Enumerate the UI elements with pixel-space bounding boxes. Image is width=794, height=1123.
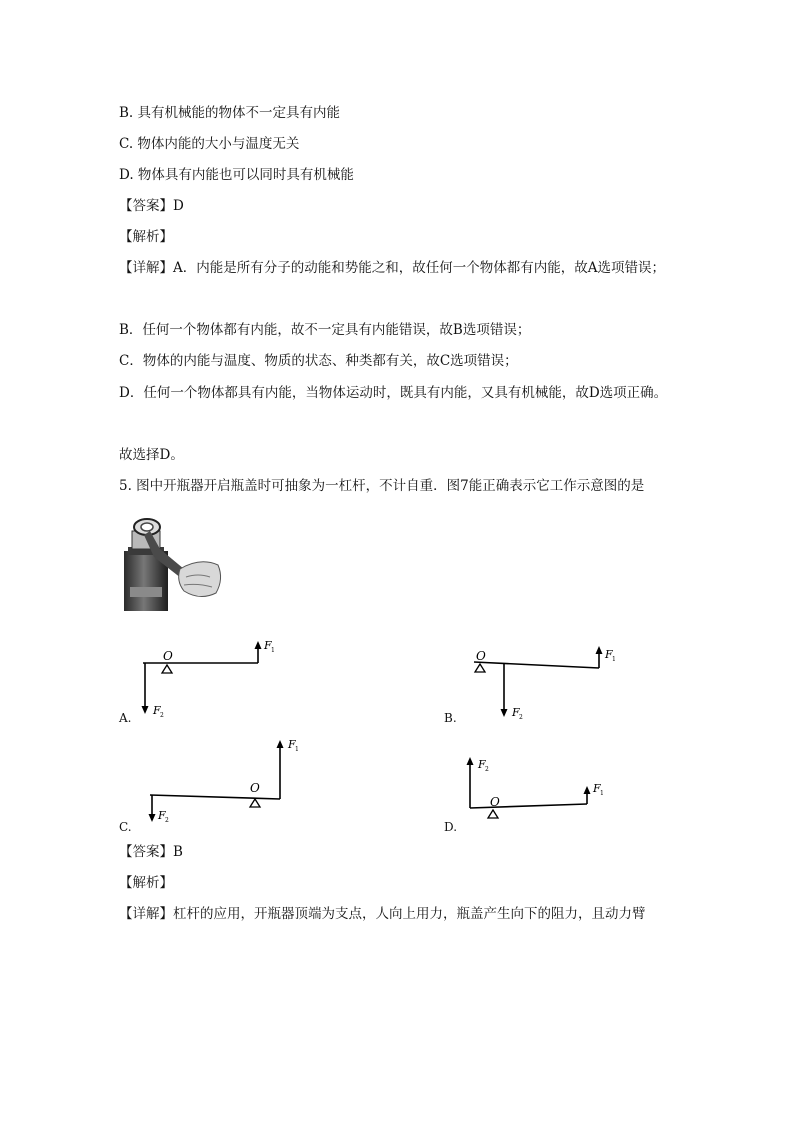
lever-diagram-d xyxy=(460,752,620,828)
option-c-label: C. xyxy=(119,820,132,834)
lever-diagram-c xyxy=(140,733,300,828)
f1-label-a: F xyxy=(264,639,272,652)
f1-sub-c: 1 xyxy=(295,746,299,753)
conclusion-q4: 故选择D。 xyxy=(119,447,184,463)
lever-diagram-a xyxy=(135,635,285,720)
f1-sub-a: 1 xyxy=(271,647,275,654)
detail-q4-c: C．物体的内能与温度、物质的状态、种类都有关，故C选项错误； xyxy=(119,353,518,369)
option-b-text: B. 具有机械能的物体不一定具有内能 xyxy=(119,105,341,121)
pivot-label-b: O xyxy=(476,649,486,663)
option-d-label: D. xyxy=(444,820,458,834)
f1-label-b: F xyxy=(605,648,613,661)
f2-label-b: F xyxy=(512,706,520,719)
detail-q4-b: B．任何一个物体都有内能，故不一定具有内能错误，故B选项错误； xyxy=(119,322,531,338)
answer-label-q4: 【答案】D xyxy=(119,198,184,214)
option-d-text: D. 物体具有内能也可以同时具有机械能 xyxy=(119,167,354,183)
f2-label-d: F xyxy=(478,758,486,771)
option-a-label: A. xyxy=(119,711,132,725)
f2-label-c: F xyxy=(158,809,166,822)
option-b-label: B. xyxy=(444,711,457,725)
detail-q5: 【详解】杠杆的应用，开瓶器顶端为支点，人向上用力，瓶盖产生向下的阻力，且动力臂 xyxy=(119,906,646,922)
f2-sub-c: 2 xyxy=(165,817,169,824)
f2-sub-a: 2 xyxy=(160,712,164,719)
detail-q4-d: D．任何一个物体都具有内能，当物体运动时，既具有内能，又具有机械能，故D选项正确。 xyxy=(119,385,668,401)
question-5-text: 5. 图中开瓶器开启瓶盖时可抽象为一杠杆，不计自重．图7能正确表示它工作示意图的是 xyxy=(119,478,645,494)
pivot-label-a: O xyxy=(163,649,173,663)
analysis-label-q5: 【解析】 xyxy=(119,875,173,891)
option-c-text: C. 物体内能的大小与温度无关 xyxy=(119,136,300,152)
answer-label-q5: 【答案】B xyxy=(119,844,183,860)
pivot-label-d: O xyxy=(490,795,500,809)
f1-label-c: F xyxy=(288,738,296,751)
f1-sub-d: 1 xyxy=(600,790,604,797)
bottle-opener-photo xyxy=(120,517,226,611)
f2-label-a: F xyxy=(153,704,161,717)
detail-q4-a: 【详解】A．内能是所有分子的动能和势能之和，故任何一个物体都有内能，故A选项错误； xyxy=(119,260,665,276)
analysis-label-q4: 【解析】 xyxy=(119,229,173,245)
f2-sub-d: 2 xyxy=(485,766,489,773)
lever-diagram-b xyxy=(462,640,632,725)
f1-sub-b: 1 xyxy=(612,656,616,663)
f1-label-d: F xyxy=(593,782,601,795)
f2-sub-b: 2 xyxy=(519,714,523,721)
pivot-label-c: O xyxy=(250,781,260,795)
